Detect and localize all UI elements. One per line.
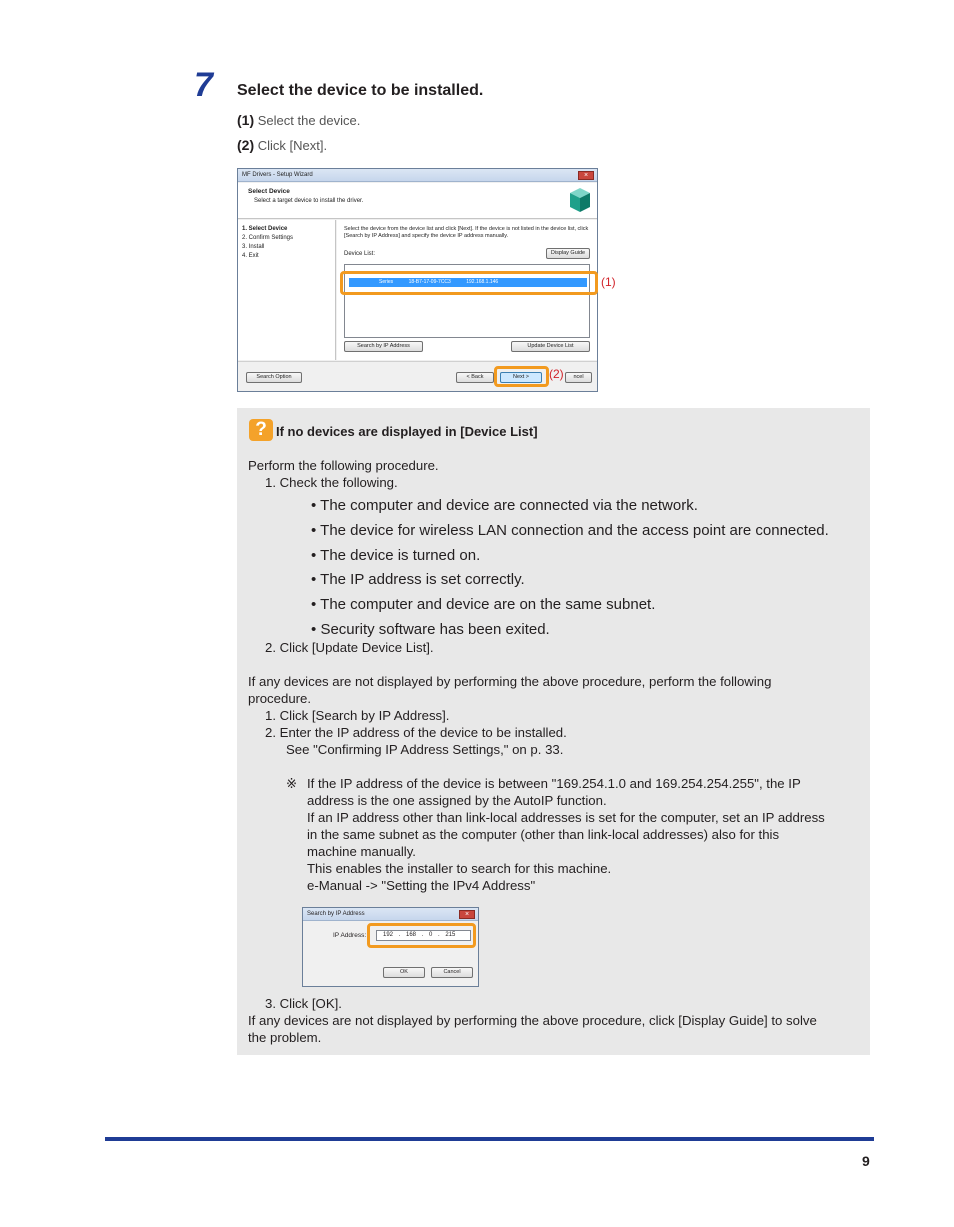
callout-1: (1) [601, 275, 616, 289]
ok-button[interactable]: OK [383, 967, 425, 978]
wizard-title-bar: MF Drivers - Setup Wizard [238, 169, 597, 182]
bullet-text: The computer and device are connected via the network. [320, 497, 698, 514]
note-line: 2. Enter the IP address of the device to be installed. [265, 725, 567, 740]
note-line: 1. Click [Search by IP Address]. [265, 708, 450, 723]
back-button[interactable]: < Back [456, 372, 494, 383]
close-icon[interactable]: × [459, 910, 475, 919]
wizard-step: 3. Install [242, 244, 265, 250]
bullet-glyph: • [311, 522, 317, 539]
wizard-header [238, 183, 597, 219]
search-option-button[interactable]: Search Option [246, 372, 302, 383]
question-icon: ? [249, 419, 273, 441]
substep-2-text: Click [Next]. [257, 138, 328, 153]
bullet-text: The device is turned on. [320, 547, 481, 564]
wizard-header-subtitle: Select a target device to install the driver. [254, 198, 364, 204]
cancel-button[interactable]: ncel [565, 372, 592, 383]
bullet-glyph: • [311, 547, 317, 564]
bullet-item [311, 621, 550, 638]
note-line: This enables the installer to search for this machine. [307, 861, 612, 876]
note-line: the problem. [248, 1030, 322, 1045]
substep-1-text: Select the device. [257, 113, 361, 128]
note-line: If any devices are not displayed by performing the above procedure, perform the following [248, 674, 772, 689]
step-title: Select the device to be installed. [237, 82, 484, 99]
cube-icon [569, 187, 591, 213]
bullet-item [311, 497, 698, 514]
note-line: See "Confirming IP Address Settings," on p. 33. [286, 742, 564, 757]
next-button[interactable]: Next > [500, 372, 542, 383]
device-row-highlight [340, 271, 598, 295]
note-line: e-Manual -> "Setting the IPv4 Address" [307, 878, 536, 893]
note-line: 3. Click [OK]. [265, 996, 342, 1011]
wizard-step: 2. Confirm Settings [242, 235, 294, 241]
note-line: If any devices are not displayed by performing the above procedure, click [Display Guide] to solve [248, 1013, 817, 1028]
note-line: 1. Check the following. [265, 475, 398, 490]
bullet-item [311, 522, 829, 539]
substep-2 [237, 137, 327, 153]
search-by-ip-button[interactable]: Search by IP Address [344, 341, 423, 352]
page-number: 9 [862, 1153, 870, 1169]
device-mac: 18-B7-17-09-7CC3 [408, 279, 451, 285]
note-line: procedure. [248, 691, 312, 706]
note-line: address is the one assigned by the AutoIP function. [307, 793, 607, 808]
wizard-step: 1. Select Device [242, 226, 288, 232]
cancel-button[interactable]: Cancel [431, 967, 473, 978]
ip-address-input[interactable]: 192 . 168 . 0 . 215 [376, 930, 471, 941]
footer-rule [105, 1137, 874, 1141]
substep-1-num: (1) [237, 112, 255, 128]
note-line: 2. Click [Update Device List]. [265, 640, 434, 655]
bullet-glyph: • [311, 497, 317, 514]
update-device-list-button[interactable]: Update Device List [511, 341, 590, 352]
wizard-step-list [238, 220, 336, 360]
next-button-highlight [494, 366, 549, 387]
bullet-text: The device for wireless LAN connection and the access point are connected. [320, 522, 829, 539]
bullet-text: The computer and device are on the same subnet. [320, 596, 656, 613]
display-guide-button[interactable]: Display Guide [546, 248, 590, 259]
callout-2: (2) [549, 367, 564, 381]
substep-1 [237, 112, 360, 128]
bullet-glyph: • [311, 596, 317, 613]
wizard-step: 4. Exit [242, 253, 259, 259]
ip-address-highlight [367, 923, 476, 948]
step-number: 7 [194, 66, 213, 104]
reference-mark: ※ [286, 776, 298, 791]
note-line: in the same subnet as the computer (other than link-local addresses) also for this [307, 827, 780, 842]
wizard-intro-text: Select the device from the device list and click [Next]. If the device is not listed in the device list, click [Search by IP Address] and specify the device IP address manually. [344, 226, 589, 239]
bullet-item [311, 571, 525, 588]
note-line: If the IP address of the device is between "169.254.1.0 and 169.254.254.255", the IP [307, 776, 801, 791]
note-line: machine manually. [307, 844, 416, 859]
note-title: If no devices are displayed in [Device List] [276, 424, 538, 439]
close-icon[interactable]: × [578, 171, 594, 180]
substep-2-num: (2) [237, 137, 255, 153]
bullet-item [311, 596, 655, 613]
bullet-glyph: • [311, 571, 317, 588]
note-line: If an IP address other than link-local addresses is set for the computer, set an IP address [307, 810, 825, 825]
ip-address-label: IP Address: [333, 932, 367, 939]
device-list-label: Device List: [344, 251, 376, 257]
note-line: Perform the following procedure. [248, 458, 439, 473]
bullet-item [311, 547, 480, 564]
wizard-header-title: Select Device [248, 188, 290, 195]
ip-dialog-title: Search by IP Address [303, 908, 478, 921]
bullet-text: The IP address is set correctly. [320, 571, 525, 588]
bullet-text: Security software has been exited. [320, 621, 550, 638]
bullet-glyph: • [311, 621, 317, 638]
troubleshooting-note [237, 408, 870, 1055]
device-ip: 192.168.1.146 [466, 279, 499, 285]
device-name: Series [379, 279, 394, 285]
